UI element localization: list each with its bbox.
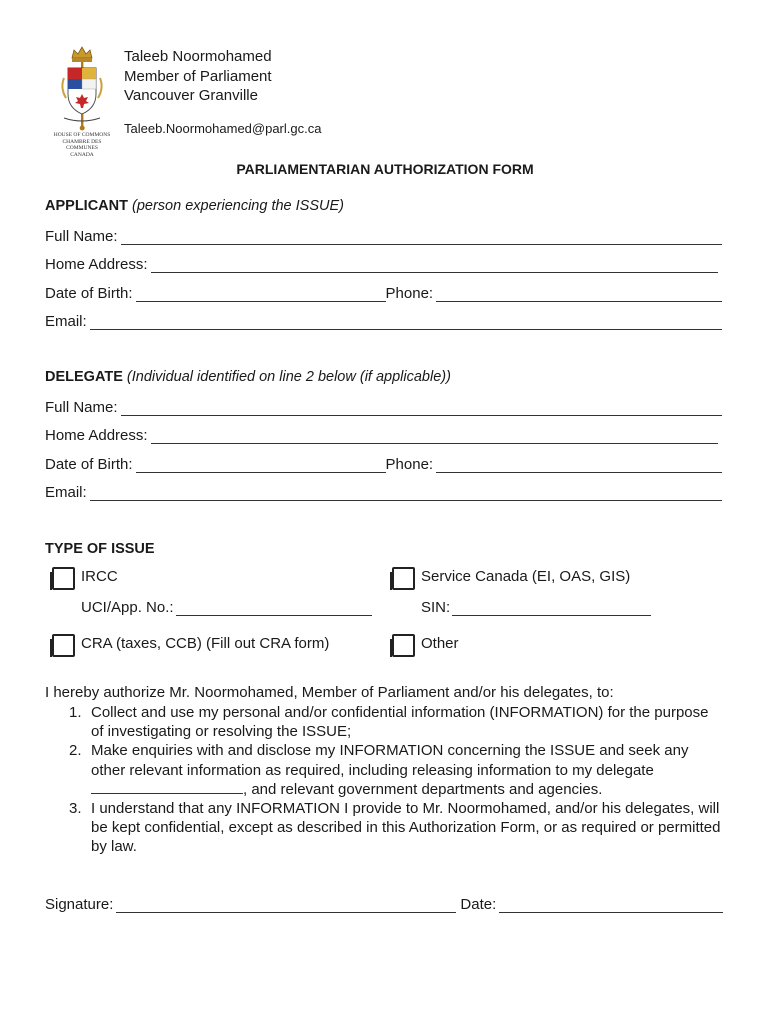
delegate-heading-label: DELEGATE — [45, 369, 123, 385]
ircc-checkbox[interactable] — [52, 567, 75, 590]
delegate-heading — [45, 369, 451, 385]
service-canada-checkbox[interactable] — [392, 567, 415, 590]
delegate-phone-label: Phone: — [385, 456, 434, 473]
authorization-intro: I hereby authorize Mr. Noormohamed, Member of Parliament and/or his delegates, to: — [45, 684, 614, 701]
applicant-email-field[interactable] — [45, 310, 722, 330]
applicant-home-address-label: Home Address: — [45, 256, 148, 273]
house-of-commons-crest — [50, 44, 114, 158]
authorization-item — [45, 799, 725, 857]
authorization-item — [45, 741, 725, 799]
delegate-home-address-label: Home Address: — [45, 427, 148, 444]
mp-name: Taleeb Noormohamed — [124, 48, 272, 65]
applicant-full-name-label: Full Name: — [45, 228, 118, 245]
applicant-email-label: Email: — [45, 313, 87, 330]
crest-caption-line: HOUSE OF COMMONS — [53, 132, 111, 138]
delegate-dob-label: Date of Birth: — [45, 456, 133, 473]
other-label: Other — [421, 635, 459, 652]
sin-blank[interactable] — [452, 601, 651, 616]
applicant-email-blank[interactable] — [90, 315, 722, 330]
authorization-item-text-cont: , and relevant government departments and agencies. — [243, 780, 603, 798]
authorization-item-text: Collect and use my personal and/or confidential information (INFORMATION) for the purpose of investigating or resolving the ISSUE; — [91, 704, 709, 741]
applicant-phone-blank[interactable] — [436, 287, 722, 302]
delegate-full-name-label: Full Name: — [45, 399, 118, 416]
authorization-item-number: 2. — [69, 742, 82, 760]
crest-caption-line: CANADA — [70, 151, 94, 158]
mp-riding: Vancouver Granville — [124, 87, 258, 104]
applicant-dob-blank[interactable] — [136, 287, 386, 302]
crest-caption — [50, 132, 114, 158]
service-canada-label: Service Canada (EI, OAS, GIS) — [421, 568, 631, 585]
delegate-home-address-blank[interactable] — [151, 429, 718, 444]
crest-caption-line: CHAMBRE DES COMMUNES — [62, 138, 102, 151]
delegate-full-name-field[interactable] — [45, 396, 722, 416]
applicant-dob-phone-row — [45, 282, 722, 302]
applicant-heading-note: (person experiencing the ISSUE) — [132, 198, 344, 214]
applicant-full-name-blank[interactable] — [121, 230, 722, 245]
delegate-dob-phone-row — [45, 453, 722, 473]
issue-heading-label: TYPE OF ISSUE — [45, 541, 155, 557]
mp-contact-block — [124, 47, 272, 106]
delegate-email-blank[interactable] — [90, 486, 722, 501]
coat-of-arms-icon — [50, 44, 114, 132]
delegate-heading-note: (Individual identified on line 2 below (if applicable)) — [126, 369, 451, 385]
form-title: PARLIAMENTARIAN AUTHORIZATION FORM — [236, 161, 534, 177]
authorization-item-text: I understand that any INFORMATION I provide to Mr. Noormohamed, and/or his delegates, will be kept confidential, except as described in this Authorization Form, or as required or permitted by law. — [91, 800, 721, 856]
delegate-email-label: Email: — [45, 484, 87, 501]
cra-label: CRA (taxes, CCB) (Fill out CRA form) — [81, 635, 330, 652]
authorization-list — [45, 703, 725, 857]
applicant-home-address-field[interactable] — [45, 253, 718, 273]
sin-label: SIN: — [421, 599, 451, 616]
applicant-heading — [45, 198, 344, 214]
mp-email: Taleeb.Noormohamed@parl.gc.ca — [124, 121, 322, 136]
delegate-email-field[interactable] — [45, 481, 722, 501]
delegate-full-name-blank[interactable] — [121, 401, 722, 416]
signature-date-row — [45, 893, 723, 913]
delegate-name-inline-blank[interactable] — [91, 780, 243, 794]
other-checkbox[interactable] — [392, 634, 415, 657]
applicant-phone-label: Phone: — [385, 285, 434, 302]
issue-heading — [45, 541, 155, 557]
delegate-dob-blank[interactable] — [136, 458, 386, 473]
applicant-home-address-blank[interactable] — [151, 258, 718, 273]
authorization-item-number: 3. — [69, 800, 82, 818]
applicant-heading-label: APPLICANT — [45, 198, 128, 214]
date-label: Date: — [460, 896, 497, 913]
applicant-dob-label: Date of Birth: — [45, 285, 133, 302]
mp-role: Member of Parliament — [124, 67, 272, 85]
uci-field[interactable] — [81, 596, 372, 616]
authorization-item — [45, 703, 725, 741]
delegate-home-address-field[interactable] — [45, 424, 718, 444]
authorization-item-text: Make enquiries with and disclose my INFORMATION concerning the ISSUE and seek any other relevant information as required, including releasing information to my delegate — [91, 742, 689, 779]
sin-field[interactable] — [421, 596, 651, 616]
ircc-label: IRCC — [81, 568, 118, 585]
signature-blank[interactable] — [116, 898, 456, 913]
authorization-item-number: 1. — [69, 704, 82, 721]
delegate-phone-blank[interactable] — [436, 458, 722, 473]
date-blank[interactable] — [499, 898, 723, 913]
signature-label: Signature: — [45, 896, 114, 913]
uci-label: UCI/App. No.: — [81, 599, 174, 616]
applicant-full-name-field[interactable] — [45, 225, 722, 245]
uci-blank[interactable] — [176, 601, 372, 616]
cra-checkbox[interactable] — [52, 634, 75, 657]
